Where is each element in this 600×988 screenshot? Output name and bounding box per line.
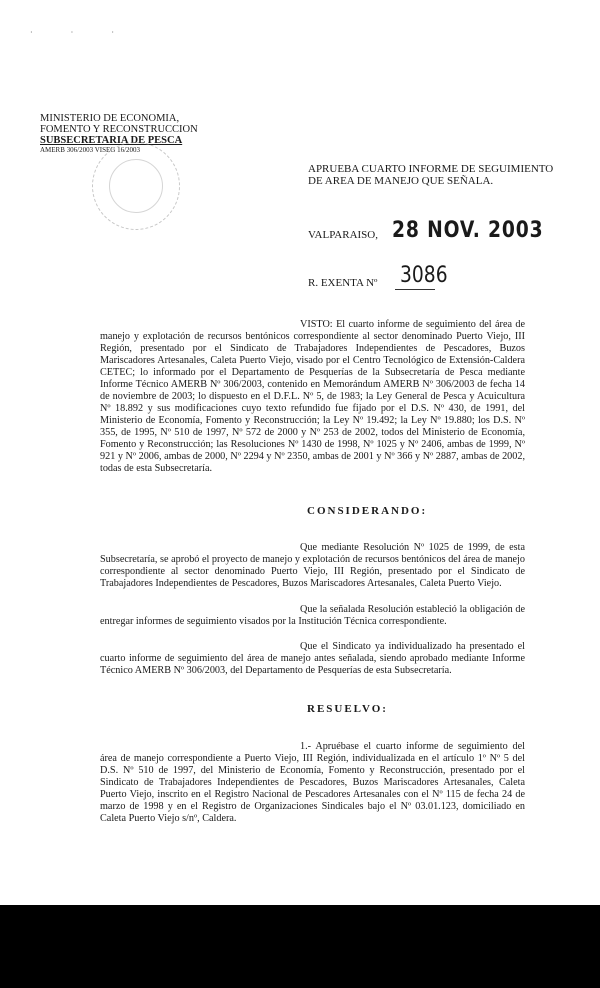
- stamped-date: 28 NOV. 2003: [392, 218, 544, 243]
- agency-subsecretaria: SUBSECRETARIA DE PESCA: [40, 135, 183, 146]
- agency-reference: AMERB 306/2003 VISEG 16/2003: [40, 146, 141, 154]
- resolution-underline: [395, 289, 435, 290]
- visto-text: El cuarto informe de seguimiento del área de manejo y explotación de recursos bentónicos correspondiente al sector denominado Puerto Viejo, III Región, presentado por el Sindicato de Trabajadores Independientes de Pescadores, Buzos Mariscadores Artesanales, Caleta Puerto Viejo, visado por el Centro Tecnológico de Extensión-Caldera CETEC; lo informado por el Departamento de Pesquerías de la Subsecretaría de Pesca mediante Informe Técnico AMERB Nº 306/2003, contenido en Memorándum AMERB Nº 306/2003 de fecha 14 de noviembre de 2003; lo dispuesto en el D.F.L. Nº 5, de 1983; la Ley General de Pesca y Acuicultura Nº 18.892 y sus modificaciones cuyo texto refundido fue fijado por el D.S. Nº 430, de 1991, del Ministerio de Economía, Fomento y Reconstrucción; la Ley Nº 19.492; la Ley Nº 19.880; los D.S. Nº 355, de 1995, Nº 510 de 1997, Nº 572 de 2000 y Nº 253 de 2002, todos del Ministerio de Economía, Fomento y Reconstrucción; las Resoluciones Nº 1430 de 1998, Nº 1025 y Nº 2406, ambas de 1999, Nº 921 y Nº 2006, ambas de 2000, Nº 2294 y Nº 2350, ambas de 2001 y Nº 366 y Nº 2887, ambas de 2002, todas de esta Subsecretaría.: [100, 319, 525, 474]
- resolution-number: 3086: [400, 263, 448, 288]
- agency-ministry-2: FOMENTO Y RECONSTRUCCION: [40, 124, 198, 135]
- scan-bottom-edge: [0, 905, 600, 988]
- agency-ministry: MINISTERIO DE ECONOMIA,: [40, 113, 180, 124]
- considerando-paragraph-3: [100, 641, 525, 677]
- resolution-label: R. EXENTA Nº: [308, 277, 378, 289]
- subject-line-2: DE AREA DE MANEJO QUE SEÑALA.: [308, 175, 494, 187]
- scan-specks: · · ·: [30, 28, 132, 37]
- considerando-p2: Que la señalada Resolución estableció la obligación de entregar informes de seguimiento visados por la Institución Técnica correspondiente.: [100, 604, 525, 627]
- official-seal-stamp: [92, 142, 180, 230]
- considerando-p1: Que mediante Resolución Nº 1025 de 1999, de esta Subsecretaría, se aprobó el proyecto de manejo y explotación de recursos bentónicos del área de manejo correspondiente al sector denominado Puerto Viejo, III Región, presentado por el Sindicato de Trabajadores Independientes de Pescadores, Buzos Mariscadores Artesanales, Caleta Puerto Viejo.: [100, 542, 525, 589]
- considerando-heading: CONSIDERANDO:: [307, 505, 428, 517]
- considerando-paragraph-2: [100, 604, 525, 628]
- place: VALPARAISO,: [308, 229, 378, 241]
- considerando-p3: Que el Sindicato ya individualizado ha presentado el cuarto informe de seguimiento del área de manejo antes señalada, siendo aprobado mediante Informe Técnico AMERB Nº 306/2003, del Departamento de Pesquerías de esta Subsecretaría.: [100, 641, 525, 676]
- considerando-paragraph-1: [100, 542, 525, 590]
- resuelvo-heading: RESUELVO:: [307, 703, 388, 715]
- visto-paragraph: [100, 319, 525, 475]
- resuelvo-p1: 1.- Apruébase el cuarto informe de seguimiento del área de manejo correspondiente a Puerto Viejo, III Región, individualizada en el artículo 1º Nº 5 del D.S. Nº 510 de 1997, del Ministerio de Economía, Fomento y Reconstrucción, presentado por el Sindicato de Trabajadores Independientes de Pescadores, Buzos Mariscadores Artesanales, Caleta Puerto Viejo, inscrito en el Registro Nacional de Pescadores Artesanales con el Nº 115 de fecha 24 de marzo de 1998 y en el Registro de Organizaciones Sindicales bajo el Nº 03.01.123, domiciliado en Caleta Puerto Viejo s/nº, Caldera.: [100, 741, 525, 824]
- subject-line-1: APRUEBA CUARTO INFORME DE SEGUIMIENTO: [308, 163, 554, 175]
- visto-lead: VISTO:: [300, 319, 333, 330]
- document-subject: [308, 163, 553, 187]
- resuelvo-paragraph-1: [100, 741, 525, 825]
